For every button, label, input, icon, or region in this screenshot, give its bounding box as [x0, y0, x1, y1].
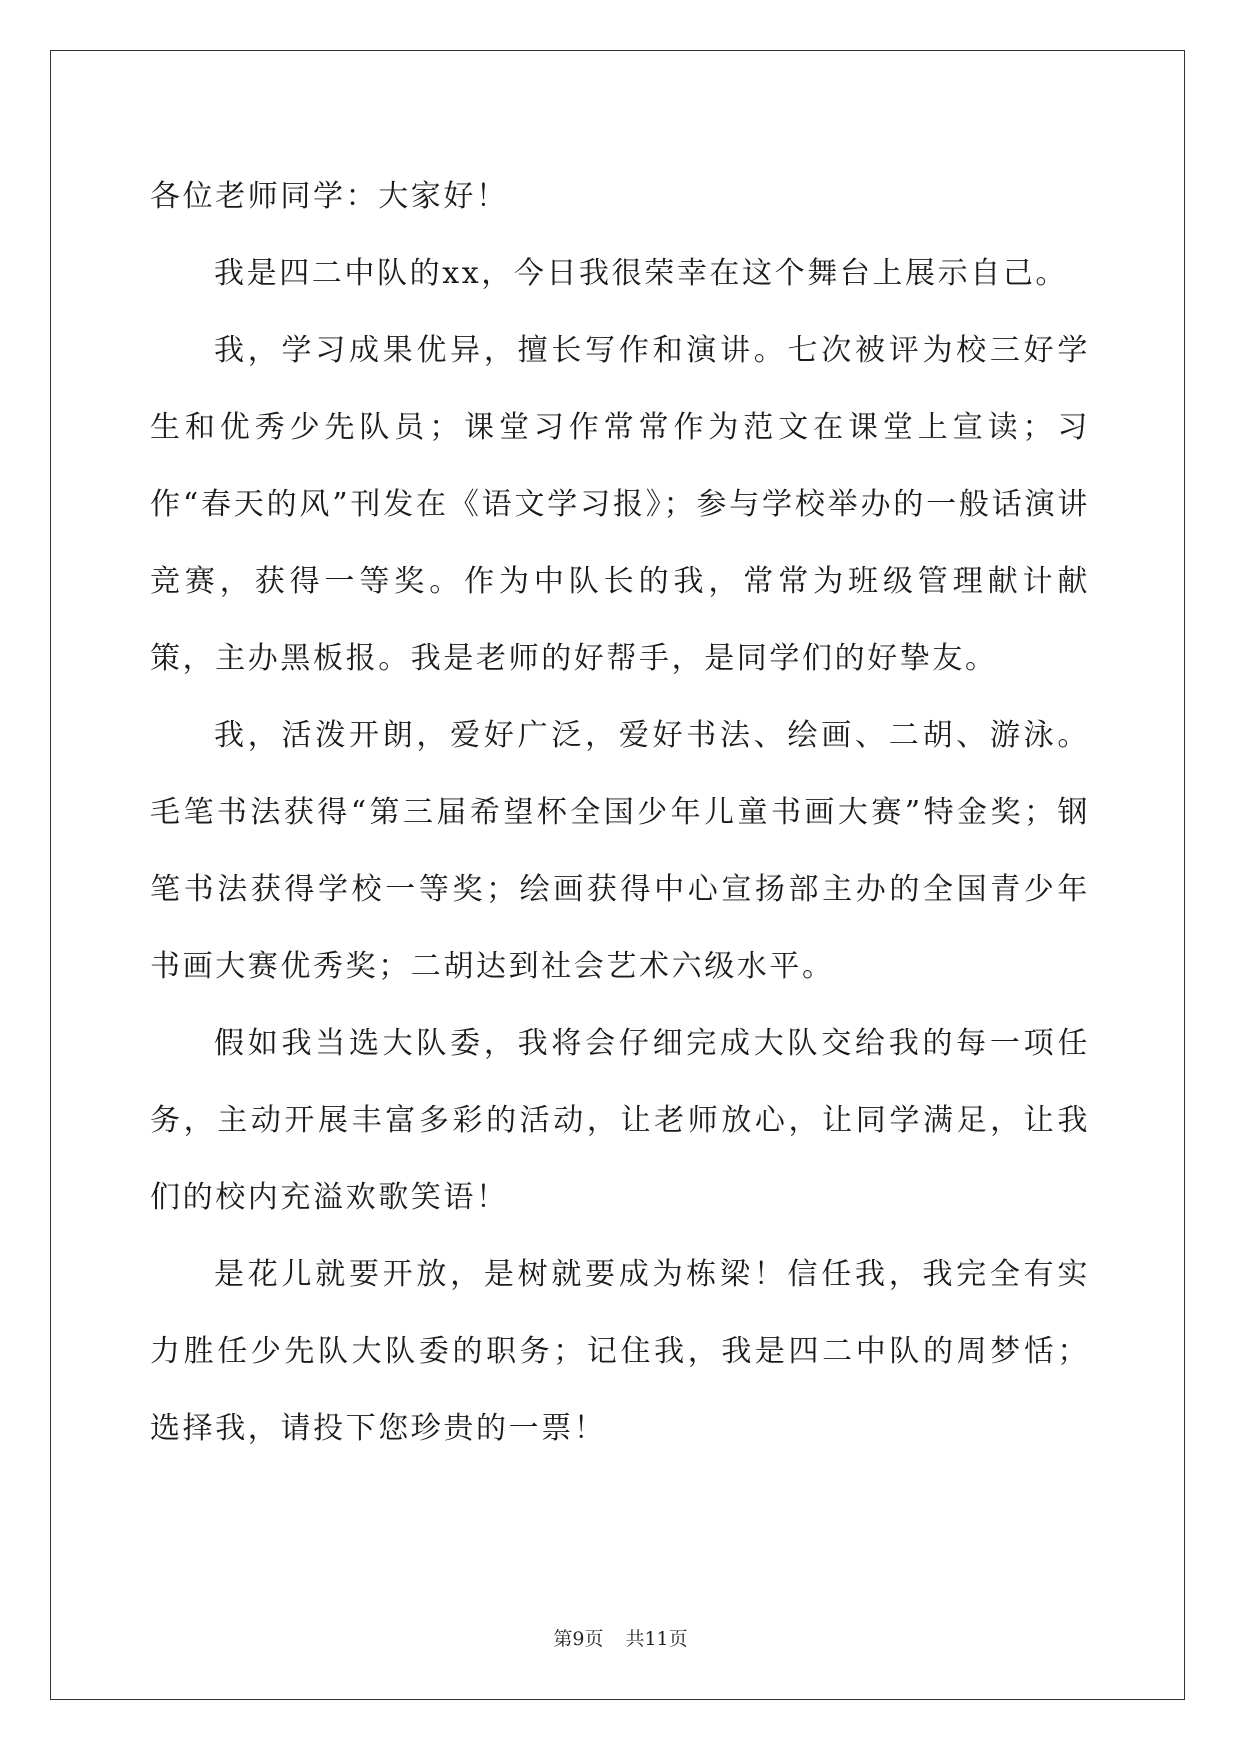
greeting-line: 各位老师同学：大家好！ — [150, 179, 509, 214]
paragraph-academics: 我，学习成果优异，擅长写作和演讲。七次被评为校三好学生和优秀少先队员；课堂习作常常作为范文在课堂上宣读；习作“春天的风”刊发在《语文学习报》；参与学校举办的一般话演讲竞赛，获得一等奖。作为中队长的我，常常为班级管理献计献策，主办黑板报。我是老师的好帮手，是同学们的好挚友。 — [150, 333, 1090, 676]
page-number-current: 第9页 — [553, 1628, 604, 1650]
page-footer — [0, 1624, 1241, 1651]
document-body — [150, 158, 1090, 1467]
paragraph-introduction: 我是四二中队的xx，今日我很荣幸在这个舞台上展示自己。 — [214, 256, 1069, 291]
paragraph-hobbies: 我，活泼开朗，爱好广泛，爱好书法、绘画、二胡、游泳。毛笔书法获得“第三届希望杯全国少年儿童书画大赛”特金奖；钢笔书法获得学校一等奖；绘画获得中心宣扬部主办的全国青少年书画大赛优秀奖；二胡达到社会艺术六级水平。 — [150, 718, 1090, 984]
page-number-total: 共11页 — [625, 1628, 688, 1650]
paragraph-closing: 是花儿就要开放，是树就要成为栋梁！信任我，我完全有实力胜任少先队大队委的职务；记住我，我是四二中队的周梦恬；选择我，请投下您珍贵的一票！ — [150, 1257, 1090, 1446]
paragraph-promise: 假如我当选大队委，我将会仔细完成大队交给我的每一项任务，主动开展丰富多彩的活动，让老师放心，让同学满足，让我们的校内充溢欢歌笑语！ — [150, 1026, 1090, 1215]
